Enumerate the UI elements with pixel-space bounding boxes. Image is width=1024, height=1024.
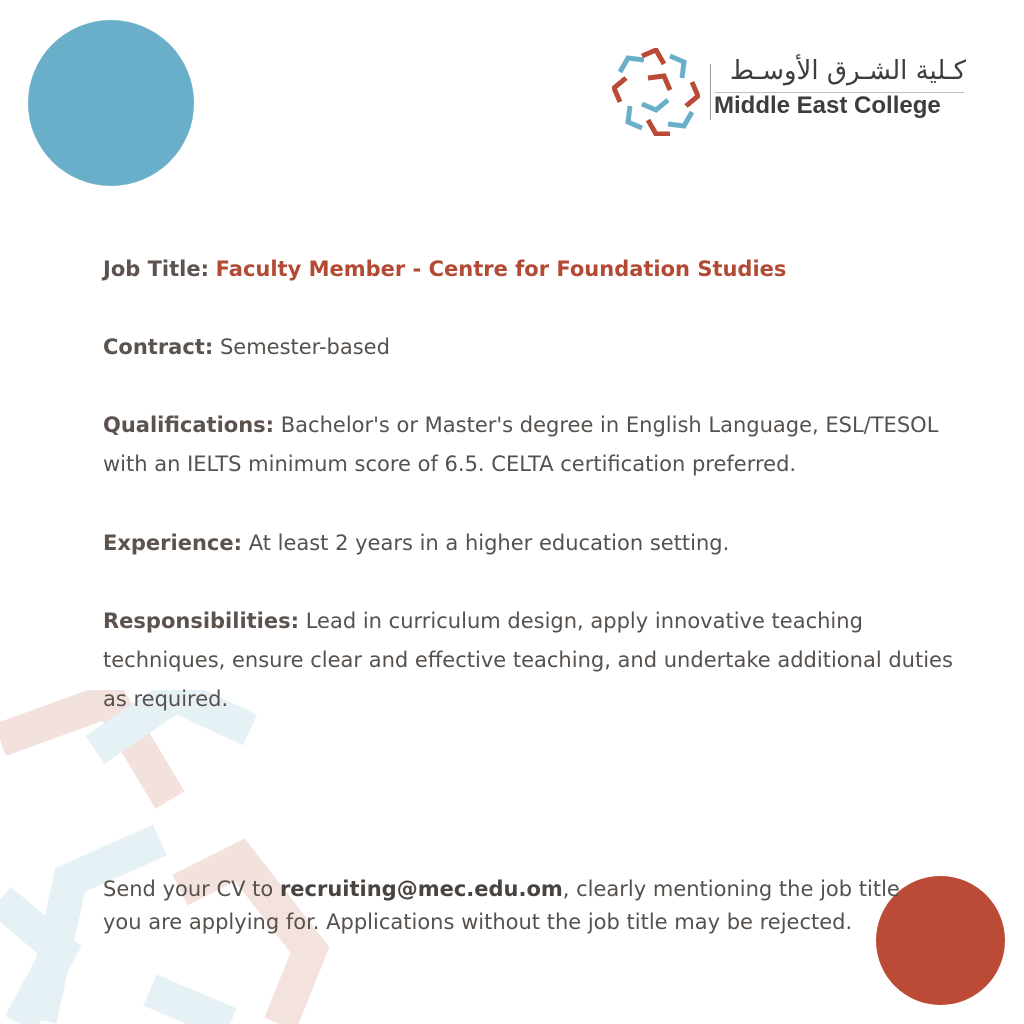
experience-label: Experience:	[103, 531, 243, 555]
logo-divider	[710, 64, 711, 120]
experience-row	[103, 524, 933, 563]
job-title-value: Faculty Member - Centre for Foundation Studies	[215, 257, 787, 281]
qualifications-row	[103, 406, 939, 484]
footer-prefix: Send your CV to	[103, 877, 274, 901]
qualifications-value-line1: Bachelor's or Master's degree in English Language, ESL/TESOL	[280, 413, 939, 437]
contract-value: Semester-based	[219, 335, 390, 359]
contract-row	[103, 328, 933, 367]
responsibilities-label: Responsibilities:	[103, 609, 300, 633]
footer-suffix: , clearly mentioning the job title	[562, 877, 900, 901]
decorative-blue-circle	[28, 20, 194, 186]
qualifications-value-line2: with an IELTS minimum score of 6.5. CELTA certification preferred.	[103, 452, 797, 476]
college-emblem-icon	[612, 48, 700, 136]
application-instructions	[103, 873, 933, 939]
job-title-row	[103, 250, 933, 289]
responsibilities-value-line3: as required.	[103, 687, 229, 711]
responsibilities-row	[103, 602, 953, 719]
job-title-label: Job Title:	[103, 257, 209, 281]
contract-label: Contract:	[103, 335, 214, 359]
qualifications-label: Qualifications:	[103, 413, 275, 437]
background-star-pattern	[0, 690, 380, 1024]
recruiting-email-link[interactable]: recruiting@mec.edu.om	[279, 877, 563, 901]
responsibilities-value-line1: Lead in curriculum design, apply innovative teaching	[305, 609, 863, 633]
experience-value: At least 2 years in a higher education setting.	[248, 531, 730, 555]
college-name-arabic: كـلية الشـرق الأوسـط	[729, 56, 966, 86]
footer-line2: you are applying for. Applications without the job title may be rejected.	[103, 910, 853, 934]
college-name-english: Middle East College	[714, 92, 941, 119]
responsibilities-value-line2: techniques, ensure clear and effective teaching, and undertake additional duties	[103, 648, 953, 672]
college-logo	[612, 48, 972, 138]
